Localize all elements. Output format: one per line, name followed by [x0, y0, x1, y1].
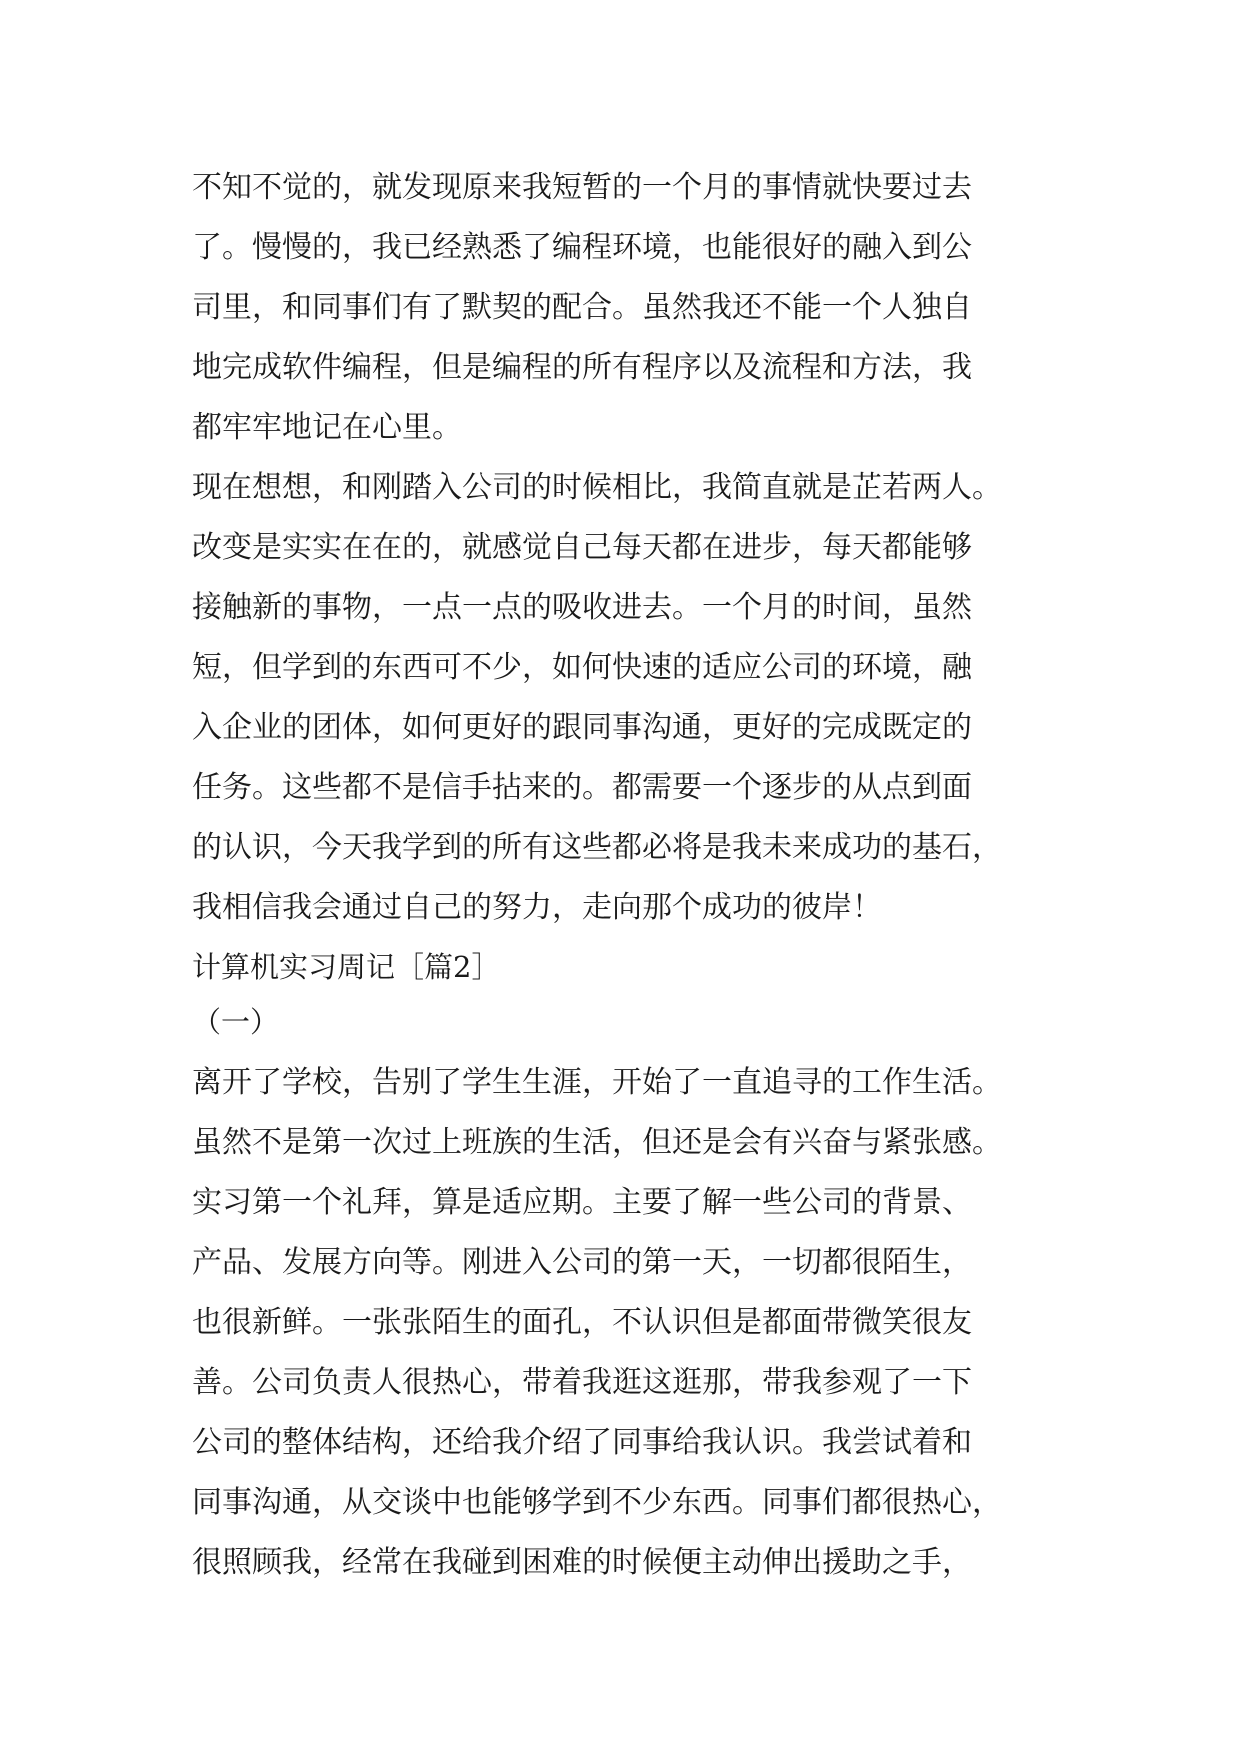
paragraph-line: 入企业的团体，如何更好的跟同事沟通，更好的完成既定的 [192, 710, 972, 745]
paragraph-line: 同事沟通，从交谈中也能够学到不少东西。同事们都很热心， [192, 1485, 1002, 1520]
paragraph-line: 现在想想，和刚踏入公司的时候相比，我简直就是芷若两人。 [192, 470, 1002, 505]
paragraph-line: 的认识，今天我学到的所有这些都必将是我未来成功的基石， [192, 830, 1002, 865]
paragraph-line: 我相信我会通过自己的努力，走向那个成功的彼岸！ [192, 890, 882, 925]
paragraph-line: 善。公司负责人很热心，带着我逛这逛那，带我参观了一下 [192, 1365, 972, 1400]
section-title: 计算机实习周记［篇2］ [192, 950, 501, 984]
paragraph-line: 虽然不是第一次过上班族的生活，但还是会有兴奋与紧张感。 [192, 1125, 1002, 1160]
paragraph-line: 司里，和同事们有了默契的配合。虽然我还不能一个人独自 [192, 290, 972, 325]
paragraph-line: 也很新鲜。一张张陌生的面孔，不认识但是都面带微笑很友 [192, 1305, 972, 1340]
paragraph-line: 任务。这些都不是信手拈来的。都需要一个逐步的从点到面 [192, 770, 972, 805]
section-subtitle: （一） [192, 1005, 280, 1039]
paragraph-line: 短，但学到的东西可不少，如何快速的适应公司的环境，融 [192, 650, 972, 685]
paragraph-line: 了。慢慢的，我已经熟悉了编程环境，也能很好的融入到公 [192, 230, 972, 265]
paragraph-line: 都牢牢地记在心里。 [192, 410, 462, 445]
paragraph-line: 公司的整体结构，还给我介绍了同事给我认识。我尝试着和 [192, 1425, 972, 1460]
paragraph-line: 离开了学校，告别了学生生涯，开始了一直追寻的工作生活。 [192, 1065, 1002, 1100]
paragraph-line: 改变是实实在在的，就感觉自己每天都在进步，每天都能够 [192, 530, 972, 565]
paragraph-line: 产品、发展方向等。刚进入公司的第一天，一切都很陌生， [192, 1245, 972, 1280]
paragraph-line: 接触新的事物，一点一点的吸收进去。一个月的时间，虽然 [192, 590, 972, 625]
paragraph-line: 实习第一个礼拜，算是适应期。主要了解一些公司的背景、 [192, 1185, 972, 1220]
paragraph-line: 很照顾我，经常在我碰到困难的时候便主动伸出援助之手， [192, 1545, 972, 1580]
paragraph-line: 不知不觉的，就发现原来我短暂的一个月的事情就快要过去 [192, 170, 972, 205]
paragraph-line: 地完成软件编程，但是编程的所有程序以及流程和方法，我 [192, 350, 972, 385]
